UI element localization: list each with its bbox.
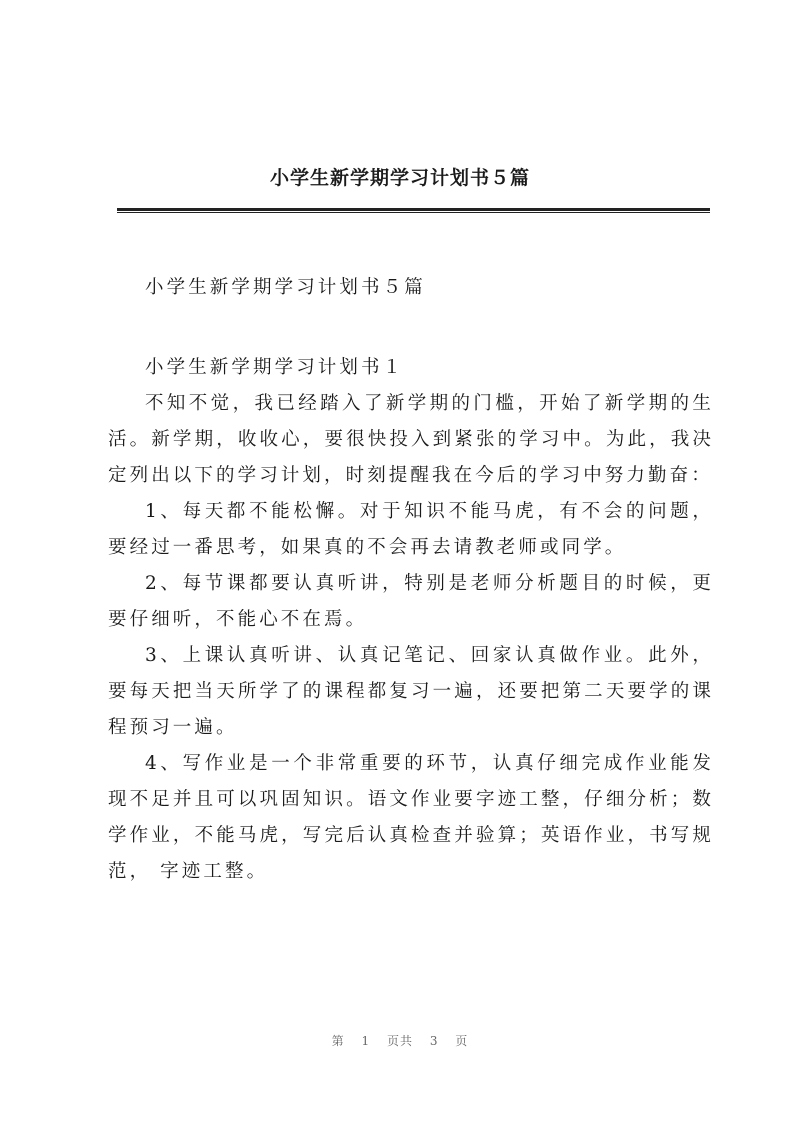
document-title: 小学生新学期学习计划书５篇: [145, 277, 426, 298]
document-body: [108, 270, 714, 890]
section-heading: 小学生新学期学习计划书１: [145, 357, 405, 378]
list-item: 3、上课认真听讲、认真记笔记、回家认真做作业。此外，要每天把当天所学了的课程都复习一遍，还要把第二天要学的课程预习一遍。: [108, 645, 714, 738]
footer-label-middle: 页共: [386, 1034, 413, 1048]
footer-label-prefix: 第: [331, 1034, 345, 1048]
list-item: 1、每天都不能松懈。对于知识不能马虎，有不会的问题，要经过一番思考，如果真的不会再去请教老师或同学。: [108, 501, 714, 558]
header-divider: [117, 208, 710, 213]
current-page-number: 1: [361, 1034, 371, 1048]
list-item: 2、每节课都要认真听讲，特别是老师分析题目的时候，更要仔细听，不能心不在焉。: [108, 573, 714, 630]
footer-label-suffix: 页: [455, 1034, 469, 1048]
paragraph: 不知不觉，我已经踏入了新学期的门槛，开始了新学期的生活。新学期，收收心，要很快投入到紧张的学习中。为此，我决定列出以下的学习计划，时刻提醒我在今后的学习中努力勤奋：: [108, 393, 714, 486]
total-pages-number: 3: [429, 1034, 439, 1048]
page-header-title: 小学生新学期学习计划书５篇: [269, 167, 530, 189]
list-item: 4、写作业是一个非常重要的环节，认真仔细完成作业能发现不足并且可以巩固知识。语文作业要字迹工整，仔细分析；数学作业，不能马虎，写完后认真检查并验算；英语作业，书写规范， 字迹工整。: [108, 753, 714, 882]
page-footer: [0, 1032, 800, 1049]
